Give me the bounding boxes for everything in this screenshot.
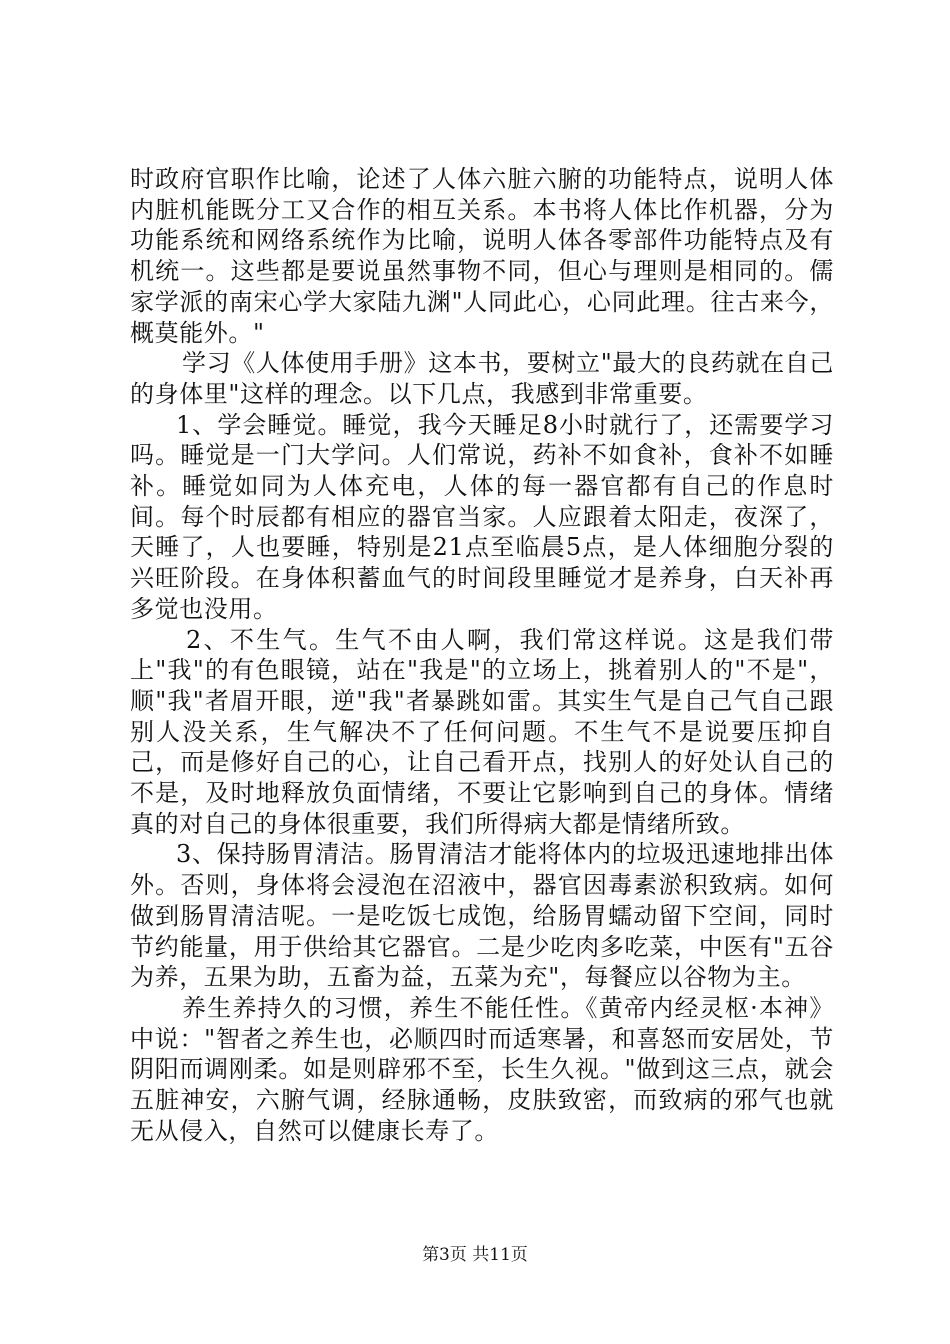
- paragraph-point-digestion: 3、保持肠胃清洁。肠胃清洁才能将体内的垃圾迅速地排出体外。否则，身体将会浸泡在沼液中，器官因毒素淤积致病。如何做到肠胃清洁呢。一是吃饭七成饱，给肠胃蠕动留下空间，同时节约能量，用于供给其它器官。二是少吃肉多吃菜，中医有"五谷为养，五果为助，五畜为益，五菜为充"，每餐应以谷物为主。: [130, 840, 834, 992]
- paragraph-intro: 学习《人体使用手册》这本书，要树立"最大的良药就在自己的身体里"这样的理念。以下几点，我感到非常重要。: [130, 349, 834, 408]
- paragraph-continuation: 时政府官职作比喻，论述了人体六脏六腑的功能特点，说明人体内脏机能既分工又合作的相互关系。本书将人体比作机器，分为功能系统和网络系统作为比喻，说明人体各零部件功能特点及有机统一。这些都是要说虽然事物不同，但心与理则是相同的。儒家学派的南宋心学大家陆九渊"人同此心，心同此理。往古来今，概莫能外。": [130, 165, 834, 347]
- page-number-footer: 第3页 共11页: [422, 1245, 528, 1265]
- document-body: [130, 164, 834, 1147]
- paragraph-point-sleep: 1、学会睡觉。睡觉，我今天睡足8小时就行了，还需要学习吗。睡觉是一门大学问。人们常说，药补不如食补，食补不如睡补。睡觉如同为人体充电，人体的每一器官都有自己的作息时间。每个时辰都有相应的器官当家。人应跟着太阳走，夜深了，天睡了，人也要睡，特别是21点至临晨5点，是人体细胞分裂的兴旺阶段。在身体积蓄血气的时间段里睡觉才是养身，白天补再多觉也没用。: [130, 410, 834, 623]
- paragraph-conclusion: 养生养持久的习惯，养生不能任性。《黄帝内经灵枢·本神》中说："智者之养生也，必顺四时而适寒暑，和喜怒而安居处，节阴阳而调刚柔。如是则辟邪不至，长生久视。"做到这三点，就会五脏神安，六腑气调，经脉通畅，皮肤致密，而致病的邪气也就无从侵入，自然可以健康长寿了。: [130, 993, 834, 1145]
- paragraph-point-anger: 2、不生气。生气不由人啊，我们常这样说。这是我们带上"我"的有色眼镜，站在"我是"的立场上，挑着别人的"不是"，顺"我"者眉开眼，逆"我"者暴跳如雷。其实生气是自己气自己跟别人没关系，生气解决不了任何问题。不生气不是说要压抑自己，而是修好自己的心，让自己看开点，找别人的好处认自己的不是，及时地释放负面情绪，不要让它影响到自己的身体。情绪真的对自己的身体很重要，我们所得病大都是情绪所致。: [130, 625, 834, 838]
